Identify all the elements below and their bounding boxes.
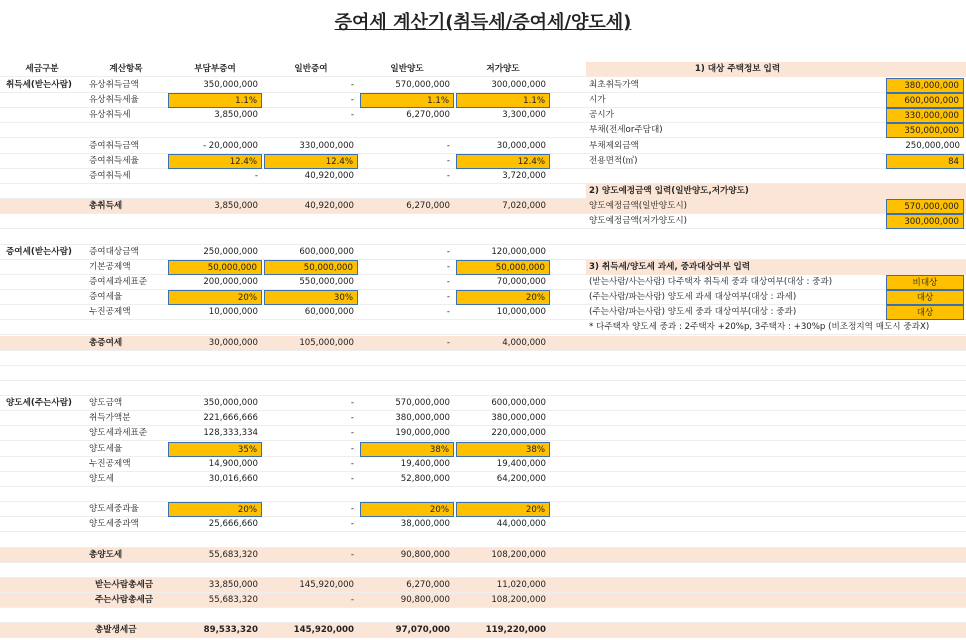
item-label[interactable]: 총취득세 — [89, 201, 123, 212]
input-label[interactable]: 공시가 — [589, 110, 614, 121]
table-row — [0, 366, 966, 381]
value-cell[interactable]: 128,333,334 — [203, 428, 258, 439]
table-row — [0, 442, 966, 457]
item-label[interactable]: 총증여세 — [89, 337, 123, 348]
table-row — [0, 426, 966, 441]
table-row — [0, 230, 966, 245]
value-cell[interactable]: 1.1% — [456, 93, 550, 108]
section-header[interactable]: 3) 취득세/양도세 과세, 중과대상여부 입력 — [586, 260, 966, 275]
input-value[interactable]: 300,000,000 — [886, 214, 964, 229]
table-row — [0, 578, 966, 593]
value-cell[interactable]: 20% — [456, 290, 550, 305]
value-cell[interactable]: - — [350, 428, 354, 439]
table-row — [0, 533, 966, 548]
value-cell[interactable]: 570,000,000 — [395, 398, 450, 409]
value-cell[interactable]: 108,200,000 — [491, 595, 546, 606]
value-cell[interactable]: 200,000,000 — [203, 276, 258, 287]
table-row — [0, 381, 966, 396]
value-cell[interactable]: 40,920,000 — [304, 170, 354, 181]
item-label[interactable]: 증여취득금액 — [89, 140, 139, 151]
value-cell[interactable]: - — [350, 398, 354, 409]
table-row — [0, 457, 966, 472]
col-header-general-transfer[interactable]: 일반양도 — [390, 64, 424, 74]
value-cell[interactable]: 108,200,000 — [491, 549, 546, 560]
item-label[interactable]: 증여취득세율 — [89, 155, 139, 166]
value-cell[interactable]: 600,000,000 — [299, 246, 354, 257]
value-cell[interactable]: 1.1% — [360, 93, 454, 108]
col-header-item[interactable]: 계산항목 — [109, 64, 143, 74]
value-cell[interactable]: - — [350, 443, 354, 454]
value-cell[interactable]: 30,016,660 — [208, 473, 258, 484]
tax-category-label[interactable]: 증여세(받는사람) — [6, 246, 72, 257]
value-cell[interactable]: 350,000,000 — [203, 398, 258, 409]
input-value[interactable]: 350,000,000 — [886, 123, 964, 138]
value-cell[interactable]: 25,666,660 — [208, 519, 258, 530]
table-row — [0, 351, 966, 366]
table-row — [0, 411, 966, 426]
value-cell[interactable]: - — [350, 80, 354, 90]
input-value[interactable]: 대상 — [886, 290, 964, 305]
value-cell[interactable]: - — [350, 95, 354, 106]
col-header-category[interactable]: 세금구분 — [25, 64, 59, 74]
value-cell[interactable]: 38,000,000 — [400, 519, 450, 530]
table-row — [0, 487, 966, 502]
value-cell[interactable]: 250,000,000 — [203, 246, 258, 257]
value-cell[interactable]: - 20,000,000 — [202, 140, 258, 151]
value-cell[interactable]: 50,000,000 — [456, 260, 550, 275]
value-cell[interactable]: 38% — [456, 442, 550, 457]
item-label[interactable]: 증여세율 — [89, 292, 123, 303]
tax-category-label[interactable]: 취득세(받는사람) — [6, 80, 72, 90]
item-label[interactable]: 주는사람총세금 — [95, 595, 154, 606]
value-cell[interactable]: 90,800,000 — [400, 595, 450, 606]
item-label[interactable]: 유상취득금액 — [89, 80, 139, 90]
input-label[interactable]: (주는사람/파는사람) 양도세 과세 대상여부(대상 : 과세) — [589, 292, 797, 303]
input-label[interactable]: 부채제외금액 — [589, 140, 639, 151]
input-value[interactable]: 600,000,000 — [886, 93, 964, 108]
item-label[interactable]: 양도세 — [89, 473, 114, 484]
value-cell[interactable]: 60,000,000 — [304, 307, 354, 318]
value-cell[interactable]: 30,000,000 — [496, 140, 546, 151]
value-cell[interactable]: 300,000,000 — [491, 80, 546, 90]
value-cell[interactable]: - — [446, 307, 450, 318]
value-cell[interactable]: 10,000,000 — [208, 307, 258, 318]
value-cell[interactable]: - — [350, 413, 354, 424]
value-cell[interactable]: 44,000,000 — [496, 519, 546, 530]
value-cell[interactable]: 3,850,000 — [214, 110, 258, 121]
item-label[interactable]: 받는사람총세금 — [95, 579, 154, 590]
value-cell[interactable]: 7,020,000 — [502, 201, 546, 212]
item-label[interactable]: 총발생세금 — [95, 625, 137, 636]
item-label[interactable]: 양도세중과율 — [89, 504, 139, 515]
value-cell[interactable]: 221,666,666 — [203, 413, 258, 424]
tax-category-label[interactable]: 양도세(주는사람) — [6, 398, 72, 409]
page-title: 증여세 계산기(취득세/증여세/양도세) — [334, 12, 632, 33]
value-cell[interactable]: 30,000,000 — [208, 337, 258, 348]
item-label[interactable]: 취득가액분 — [89, 413, 131, 424]
value-cell[interactable]: 55,683,320 — [208, 595, 258, 606]
value-cell[interactable]: 6,270,000 — [406, 579, 450, 590]
value-cell[interactable]: 145,920,000 — [299, 579, 354, 590]
value-cell[interactable]: - — [350, 458, 354, 469]
item-label[interactable]: 증여취득세 — [89, 170, 131, 181]
value-cell[interactable]: - — [350, 595, 354, 606]
item-label[interactable]: 유상취득세율 — [89, 95, 139, 106]
value-cell[interactable]: 33,850,000 — [208, 579, 258, 590]
value-cell[interactable]: - — [350, 504, 354, 515]
value-cell[interactable]: 3,720,000 — [502, 170, 546, 181]
value-cell[interactable]: 14,900,000 — [208, 458, 258, 469]
value-cell[interactable]: 6,270,000 — [406, 110, 450, 121]
value-cell[interactable]: 19,400,000 — [400, 458, 450, 469]
value-cell[interactable]: 55,683,320 — [208, 549, 258, 560]
input-label[interactable]: 양도예정금액(저가양도시) — [589, 216, 688, 227]
value-cell[interactable]: 12.4% — [456, 154, 550, 169]
input-label[interactable]: 최초취득가액 — [589, 80, 639, 90]
value-cell[interactable]: 30% — [264, 290, 358, 305]
header-row — [0, 62, 966, 77]
value-cell[interactable]: 50,000,000 — [168, 260, 262, 275]
table-row — [0, 517, 966, 532]
input-value[interactable]: 대상 — [886, 305, 964, 320]
footnote: * 다주택자 양도세 중과 : 2주택자 +20%p, 3주택자 : +30%p (비조정지역 매도시 중과X) — [589, 322, 930, 333]
input-label[interactable]: (주는사람/파는사람) 양도세 중과 대상여부(대상 : 중과) — [589, 307, 797, 318]
col-header-burden-gift[interactable]: 부담부증여 — [194, 64, 236, 74]
value-cell[interactable]: - — [446, 337, 450, 348]
value-cell[interactable]: - — [446, 246, 450, 257]
value-cell[interactable]: 70,000,000 — [496, 276, 546, 287]
table-row — [0, 169, 966, 184]
item-label[interactable]: 증여세과세표준 — [89, 276, 148, 287]
input-label[interactable]: 시가 — [589, 95, 606, 106]
value-cell[interactable]: 89,533,320 — [203, 625, 258, 636]
table-row — [0, 472, 966, 487]
item-label[interactable]: 누진공제액 — [89, 458, 131, 469]
value-cell[interactable]: 330,000,000 — [299, 140, 354, 151]
item-label[interactable]: 기본공제액 — [89, 261, 131, 272]
value-cell[interactable]: - — [446, 170, 450, 181]
value-cell[interactable]: - — [350, 473, 354, 484]
item-label[interactable]: 양도금액 — [89, 398, 123, 409]
item-label[interactable]: 양도세율 — [89, 443, 123, 454]
input-value[interactable]: 비대상 — [886, 275, 964, 290]
input-value[interactable]: 250,000,000 — [905, 140, 960, 151]
input-value[interactable]: 84 — [886, 154, 964, 169]
table-row — [0, 593, 966, 608]
table-row — [0, 245, 966, 260]
value-cell[interactable]: 220,000,000 — [491, 428, 546, 439]
item-label[interactable]: 총양도세 — [89, 549, 123, 560]
value-cell[interactable]: 20% — [168, 290, 262, 305]
item-label[interactable]: 유상취득세 — [89, 110, 131, 121]
value-cell[interactable]: 550,000,000 — [299, 276, 354, 287]
value-cell[interactable]: 3,850,000 — [214, 201, 258, 212]
table-row — [0, 336, 966, 351]
input-label[interactable]: 부채(전세or주담대) — [589, 125, 663, 136]
section-header-fill — [886, 62, 966, 77]
value-cell[interactable]: 35% — [168, 442, 262, 457]
value-cell[interactable]: 90,800,000 — [400, 549, 450, 560]
value-cell[interactable]: 12.4% — [264, 154, 358, 169]
value-cell[interactable]: 105,000,000 — [299, 337, 354, 348]
value-cell[interactable]: 350,000,000 — [203, 80, 258, 90]
value-cell[interactable]: 20% — [456, 502, 550, 517]
input-value[interactable]: 380,000,000 — [886, 78, 964, 93]
value-cell[interactable]: 97,070,000 — [395, 625, 450, 636]
input-label[interactable]: 양도예정금액(일반양도시) — [589, 201, 688, 212]
value-cell[interactable]: 119,220,000 — [485, 625, 546, 636]
value-cell[interactable]: - — [350, 110, 354, 121]
table-row — [0, 548, 966, 563]
value-cell[interactable]: 12.4% — [168, 154, 262, 169]
value-cell[interactable]: 120,000,000 — [491, 246, 546, 257]
table-row — [0, 608, 966, 623]
item-label[interactable]: 누진공제액 — [89, 307, 131, 318]
item-label[interactable]: 증여대상금액 — [89, 246, 139, 257]
value-cell[interactable]: 10,000,000 — [496, 307, 546, 318]
value-cell[interactable]: - — [446, 155, 450, 166]
value-cell[interactable]: 380,000,000 — [395, 413, 450, 424]
value-cell[interactable]: 19,400,000 — [496, 458, 546, 469]
value-cell[interactable]: 6,270,000 — [406, 201, 450, 212]
table-row — [0, 502, 966, 517]
table-row — [0, 563, 966, 578]
value-cell[interactable]: 3,300,000 — [502, 110, 546, 121]
value-cell[interactable]: 570,000,000 — [395, 80, 450, 90]
value-cell[interactable]: 20% — [360, 502, 454, 517]
item-label[interactable]: 양도세중과액 — [89, 519, 139, 530]
value-cell[interactable]: - — [350, 519, 354, 530]
value-cell[interactable]: 11,020,000 — [496, 579, 546, 590]
value-cell[interactable]: 145,920,000 — [293, 625, 354, 636]
section-header-house-info[interactable]: 1) 대상 주택정보 입력 — [586, 62, 886, 77]
value-cell[interactable]: 380,000,000 — [491, 413, 546, 424]
value-cell[interactable]: - — [446, 292, 450, 303]
col-header-general-gift[interactable]: 일반증여 — [294, 64, 328, 74]
value-cell[interactable]: 50,000,000 — [264, 260, 358, 275]
value-cell[interactable]: - — [446, 276, 450, 287]
value-cell[interactable]: - — [254, 170, 258, 181]
value-cell[interactable]: 40,920,000 — [304, 201, 354, 212]
input-label[interactable]: (받는사람/사는사람) 다주택자 취득세 중과 대상여부(대상 : 중과) — [589, 276, 833, 287]
table-row — [0, 396, 966, 411]
value-cell[interactable]: 38% — [360, 442, 454, 457]
value-cell[interactable]: - — [350, 549, 354, 560]
value-cell[interactable]: 52,800,000 — [400, 473, 450, 484]
input-value[interactable]: 570,000,000 — [886, 199, 964, 214]
value-cell[interactable]: - — [446, 261, 450, 272]
value-cell[interactable]: 20% — [168, 502, 262, 517]
value-cell[interactable]: 1.1% — [168, 93, 262, 108]
table-row — [0, 623, 966, 638]
value-cell[interactable]: 190,000,000 — [395, 428, 450, 439]
value-cell[interactable]: 600,000,000 — [491, 398, 546, 409]
input-value[interactable]: 330,000,000 — [886, 108, 964, 123]
col-header-low-price-transfer[interactable]: 저가양도 — [486, 64, 520, 74]
item-label[interactable]: 양도세과세표준 — [89, 428, 148, 439]
input-label[interactable]: 전용면적(㎡) — [589, 155, 638, 166]
value-cell[interactable]: 64,200,000 — [496, 473, 546, 484]
section-header[interactable]: 2) 양도예정금액 입력(일반양도,저가양도) — [586, 184, 966, 199]
value-cell[interactable]: 4,000,000 — [502, 337, 546, 348]
value-cell[interactable]: - — [446, 140, 450, 151]
